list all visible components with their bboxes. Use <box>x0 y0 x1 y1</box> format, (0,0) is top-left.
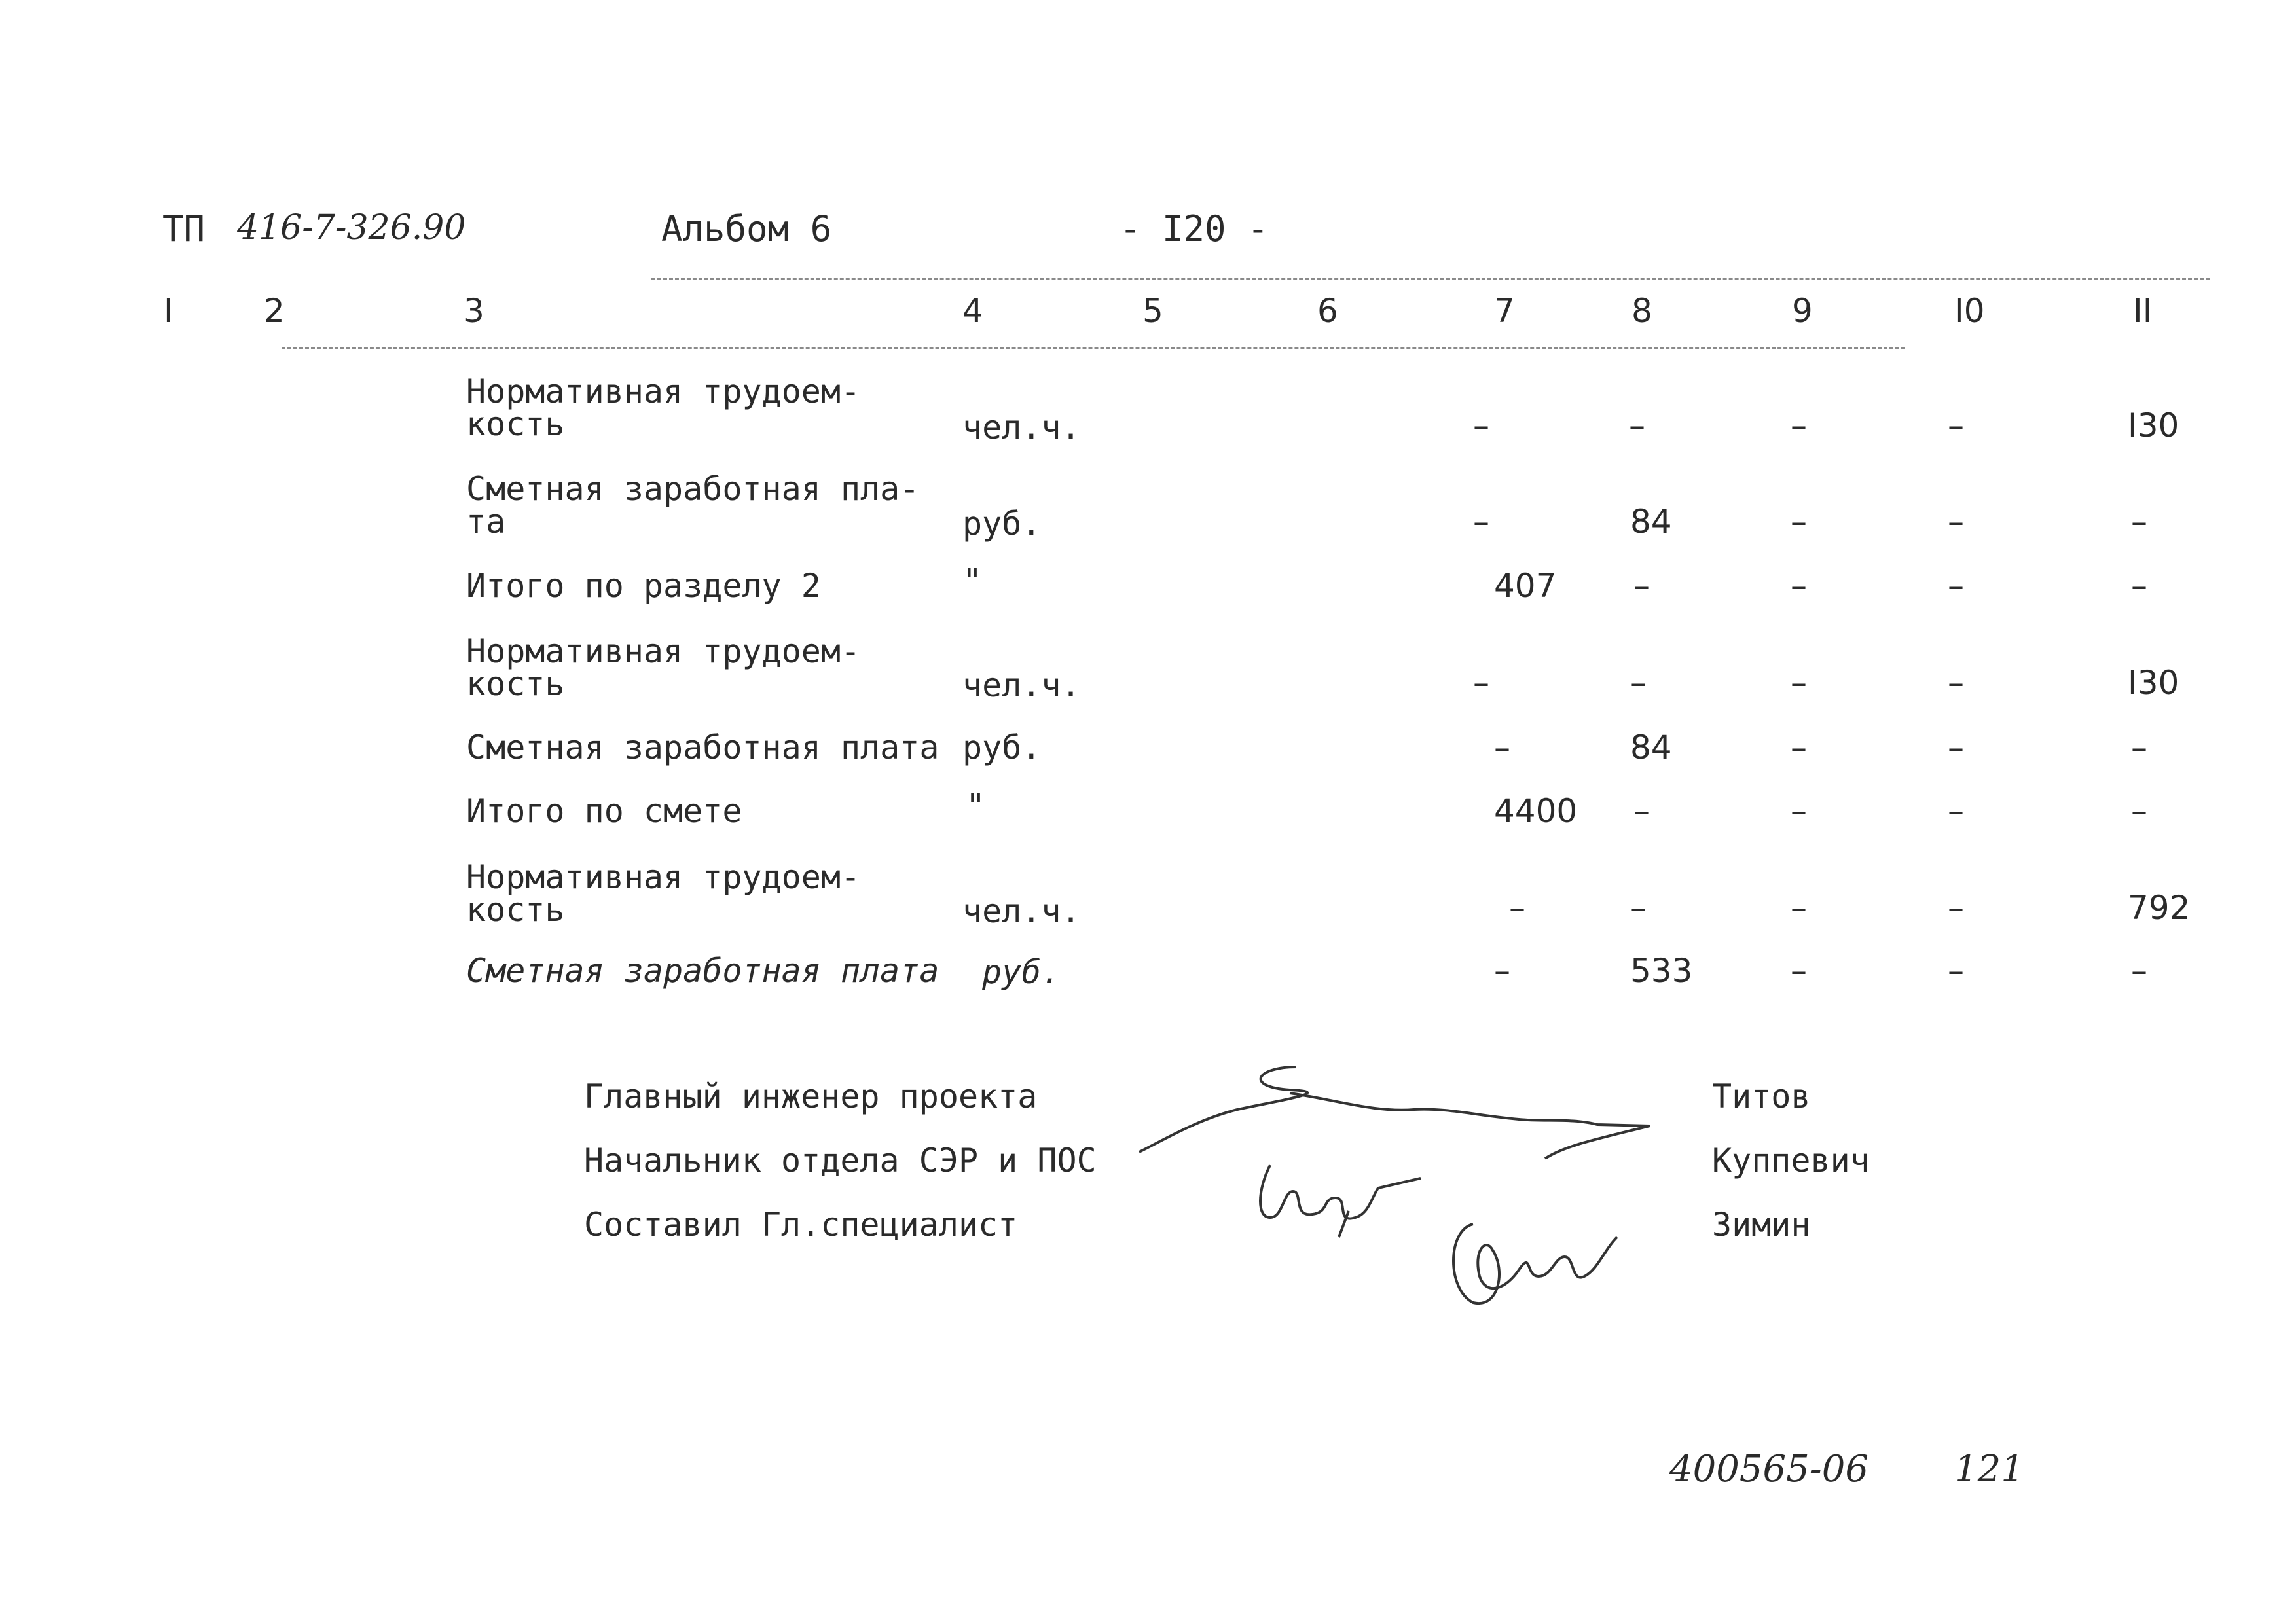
row-col7: – <box>1473 664 1489 702</box>
row-unit: чел.ч. <box>962 892 1081 930</box>
doc-code-number: 416-7-326.90 <box>237 208 466 247</box>
signature-role: Начальник отдела СЭР и ПОС <box>584 1142 1097 1180</box>
row-unit: руб. <box>982 953 1061 991</box>
column-number: I0 <box>1954 292 1985 330</box>
page-number: - I20 - <box>1120 208 1269 249</box>
row-name-line2: кость <box>466 665 565 703</box>
row-col8: 533 <box>1630 952 1693 990</box>
row-col10: – <box>1948 952 1964 990</box>
row-name-line2: та <box>466 503 506 541</box>
column-number: 3 <box>464 292 484 330</box>
row-name-line1: Нормативная трудоем- <box>466 858 861 896</box>
doc-code-prefix: ТП <box>162 208 206 249</box>
signature-scribble-titov <box>1139 1054 1663 1159</box>
row-col10: – <box>1948 889 1964 927</box>
row-col7: – <box>1473 406 1489 444</box>
row-col7: – <box>1494 952 1510 990</box>
row-name-line1: Нормативная трудоем- <box>466 372 861 410</box>
header-rule <box>651 278 2210 280</box>
signature-name: Зимин <box>1712 1206 1811 1244</box>
row-col10: – <box>1948 503 1964 541</box>
row-col9: – <box>1791 792 1807 830</box>
row-col7: – <box>1509 889 1525 927</box>
row-col11: I30 <box>2128 664 2179 702</box>
column-number: 6 <box>1317 292 1338 330</box>
signature-name: Титов <box>1712 1077 1811 1115</box>
row-unit: " <box>962 562 983 600</box>
row-unit: руб. <box>962 729 1042 767</box>
row-col10: – <box>1948 664 1964 702</box>
row-name-line1: Итого по смете <box>466 792 742 830</box>
row-col7: 407 <box>1494 567 1557 605</box>
row-name-line1: Сметная заработная плата <box>466 729 939 767</box>
row-col8: 84 <box>1630 503 1672 541</box>
row-col10: – <box>1948 567 1964 605</box>
row-col11: – <box>2131 792 2147 830</box>
row-col8: – <box>1630 889 1647 927</box>
row-col11: – <box>2131 729 2147 767</box>
row-col7: 4400 <box>1494 792 1578 830</box>
signature-role: Главный инженер проекта <box>584 1077 1038 1115</box>
column-number: II <box>2133 292 2153 330</box>
row-name-line1: Итого по разделу 2 <box>466 567 821 605</box>
row-unit: руб. <box>962 505 1042 543</box>
row-col8: – <box>1630 664 1647 702</box>
row-unit: чел.ч. <box>962 408 1081 446</box>
album-label: Альбом 6 <box>661 208 832 249</box>
signature-scribble-kuppevich <box>1257 1152 1427 1250</box>
row-col11: – <box>2131 567 2147 605</box>
row-col9: – <box>1791 406 1807 444</box>
row-name-line2: кость <box>466 891 565 929</box>
row-unit: чел.ч. <box>962 666 1081 704</box>
row-col9: – <box>1791 952 1807 990</box>
row-col8: – <box>1633 792 1650 830</box>
row-col7: – <box>1473 503 1489 541</box>
column-header-rule <box>282 347 1905 349</box>
row-col9: – <box>1791 503 1807 541</box>
row-name-line1: Сметная заработная плата <box>466 952 939 990</box>
signature-role: Составил Гл.специалист <box>584 1206 1018 1244</box>
row-col11: I30 <box>2128 406 2179 444</box>
column-number: 8 <box>1631 292 1652 330</box>
row-col10: – <box>1948 406 1964 444</box>
row-unit: " <box>966 787 986 825</box>
row-col8: 84 <box>1630 729 1672 767</box>
row-col9: – <box>1791 889 1807 927</box>
row-col9: – <box>1791 567 1807 605</box>
row-name-line1: Сметная заработная пла- <box>466 470 920 508</box>
signature-scribble-zimin <box>1447 1211 1630 1316</box>
row-col10: – <box>1948 792 1964 830</box>
row-col11: – <box>2131 503 2147 541</box>
column-number: 9 <box>1792 292 1813 330</box>
row-col11: – <box>2131 952 2147 990</box>
column-number: 5 <box>1142 292 1163 330</box>
column-number: 4 <box>962 292 983 330</box>
row-col9: – <box>1791 664 1807 702</box>
column-number: I <box>164 292 173 330</box>
archive-number: 400565-06 <box>1669 1448 1868 1490</box>
row-col8: – <box>1633 567 1650 605</box>
sheet-number: 121 <box>1954 1448 2024 1490</box>
row-col11: 792 <box>2128 889 2191 927</box>
row-name-line1: Нормативная трудоем- <box>466 632 861 670</box>
signature-name: Куппевич <box>1712 1142 1870 1180</box>
row-col8: – <box>1629 406 1645 444</box>
row-col10: – <box>1948 729 1964 767</box>
column-number: 2 <box>264 292 285 330</box>
row-name-line2: кость <box>466 405 565 443</box>
row-col9: – <box>1791 729 1807 767</box>
row-col7: – <box>1494 729 1510 767</box>
column-number: 7 <box>1494 292 1515 330</box>
